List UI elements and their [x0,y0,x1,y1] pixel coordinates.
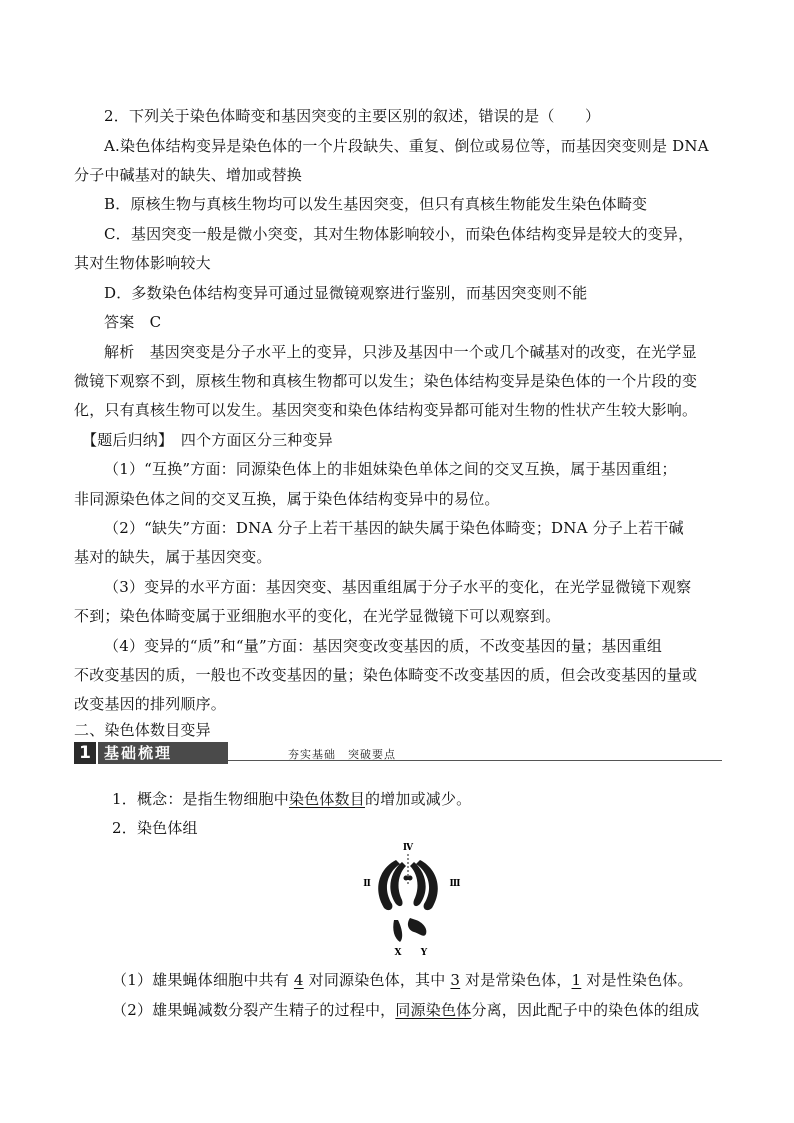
summary-p3-line-2: 不到；染色体畸变属于亚细胞水平的变化，在光学显微镜下可以观察到。 [74,607,561,625]
s2-blank: 同源染色体 [395,1001,472,1019]
label-chromosome-iii: Ⅲ [449,879,461,889]
option-a-line-2: 分子中碱基对的缺失、增加或替换 [74,166,303,184]
option-c-line-2: 其对生物体影响较大 [74,254,211,272]
item1-text-a: 1．概念：是指生物细胞中 [112,790,289,808]
summary-p1-line-1: （1）“互换”方面：同源染色体上的非姐妹染色单体之间的交叉互换，属于基因重组； [104,460,677,478]
analysis-line-1: 解析 基因突变是分子水平上的变异，只涉及基因中一个或几个碱基对的改变，在光学显 [104,343,697,361]
question-stem: 2．下列关于染色体畸变和基因突变的主要区别的叙述，错误的是（ ） [104,107,601,125]
s2-text-a: （2）雄果蝇减数分裂产生精子的过程中， [112,1001,396,1019]
item1-blank: 染色体数目 [288,790,365,808]
basics-item-1 [112,789,734,809]
answer: 答案 C [104,313,162,331]
analysis-line-3: 化，只有真核生物可以发生。基因突变和染色体结构变异都可能对生物的性状产生较大影响。 [74,401,698,419]
basics-sub-1 [112,970,772,990]
s1-blank-1: 4 [293,971,304,989]
label-y: Y [420,948,428,958]
label-x: X [394,948,402,958]
label-chromosome-ii: Ⅱ [363,879,371,889]
summary-p1-line-2: 非同源染色体之间的交叉互换，属于染色体结构变异中的易位。 [74,490,500,508]
summary-p3-line-1: （3）变异的水平方面：基因突变、基因重组属于分子水平的变化，在光学显微镜下观察 [104,578,692,596]
banner-number: 1 [74,742,96,764]
option-d: D．多数染色体结构变异可通过显微镜观察进行鉴别，而基因突变则不能 [104,284,588,302]
chromosome-y [408,918,426,936]
basics-sub-2 [112,1000,772,1020]
option-b: B．原核生物与真核生物均可以发生基因突变，但只有真核生物能发生染色体畸变 [104,195,648,213]
s1-text-c: 对是常染色体， [460,971,572,989]
banner-title: 基础梳理 [98,742,228,764]
summary-p4-line-1: （4）变异的“质”和“量”方面：基因突变改变基因的质，不改变基因的量；基因重组 [104,637,663,655]
chromosome-x [393,920,402,942]
s1-text-b: 对同源染色体，其中 [303,971,451,989]
s2-text-b: 分离，因此配子中的染色体的组成 [471,1001,700,1019]
basics-item-2: 2．染色体组 [112,819,198,837]
banner-subtitle: 夯实基础 突破要点 [288,748,396,761]
analysis-line-2: 微镜下观察不到，原核生物和真核生物都可以发生；染色体结构变异是染色体的一个片段的变 [74,372,698,390]
option-c-line-1: C．基因突变一般是微小突变，其对生物体影响较小，而染色体结构变异是较大的变异， [104,225,694,243]
section-heading: 二、染色体数目变异 [74,721,211,739]
summary-p4-line-2: 不改变基因的质，一般也不改变基因的量；染色体畸变不改变基因的质，但会改变基因的量或 [74,666,698,684]
label-chromosome-iv: Ⅳ [402,843,414,853]
s1-blank-2: 3 [450,971,461,989]
chromosome-iv-b [408,876,413,881]
s1-text-d: 对是性染色体。 [581,971,693,989]
summary-p2-line-1: （2）“缺失”方面：DNA 分子上若干基因的缺失属于染色体畸变；DNA 分子上若干碱 [104,519,684,537]
s1-text-a: （1）雄果蝇体细胞中共有 [112,971,294,989]
s1-blank-3: 1 [571,971,582,989]
fruit-fly-karyotype-figure [350,838,470,958]
summary-title: 【题后归纳】 四个方面区分三种变异 [82,431,333,449]
section-banner [74,742,722,768]
summary-p2-line-2: 基对的缺失，属于基因突变。 [74,548,272,566]
item1-text-b: 的增加或减少。 [364,790,472,808]
summary-p4-line-3: 改变基因的排列顺序。 [74,695,227,713]
option-a-line-1: A.染色体结构变异是染色体的一个片段缺失、重复、倒位或易位等，而基因突变则是 DNA [104,137,709,155]
